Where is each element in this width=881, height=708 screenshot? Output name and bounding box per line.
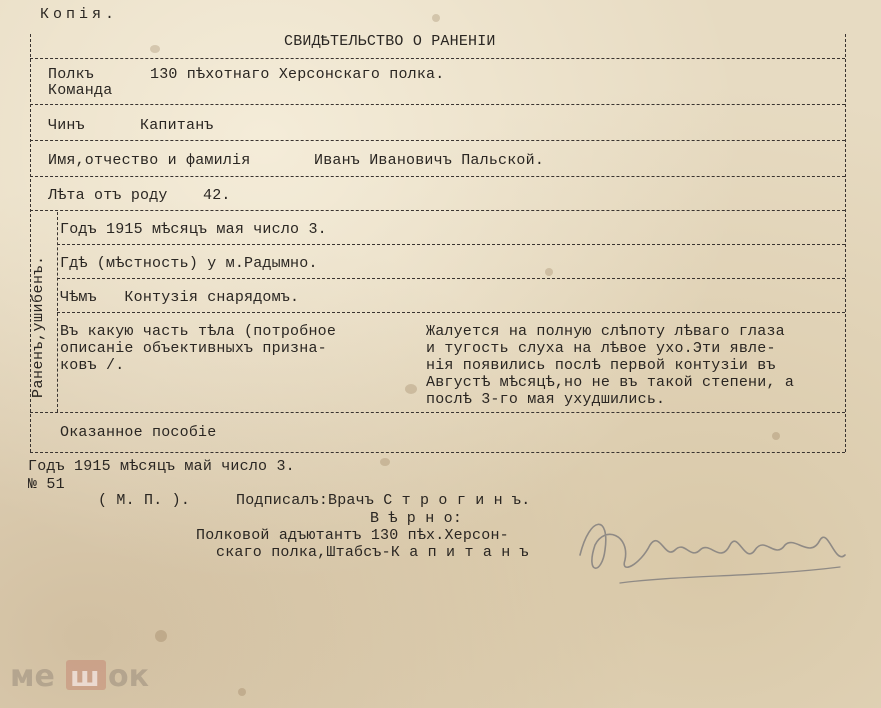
row-divider (57, 312, 845, 313)
body-part-description: Жалуется на полную слѣпоту лѣваго глаза и тугость слуха на лѣвое ухо.Эти явле- нія появились послѣ первой контузіи въ Августѣ мѣсяцѣ,но не въ такой степени, а послѣ 3-го мая ухудшились. (426, 323, 795, 408)
copy-mark: Копія. (40, 6, 119, 23)
seal-mark: ( М. П. ). (98, 492, 191, 509)
row-divider (30, 58, 845, 59)
wound-cause-field: Чѣмъ Контузія снарядомъ. (60, 289, 300, 306)
document-title: СВИДѢТЕЛЬСТВО О РАНЕНІИ (284, 33, 496, 50)
body-part-label: Въ какую часть тѣла (потробное описаніе объективныхъ призна- ковъ /. (60, 323, 337, 374)
svg-text:ме: ме (10, 659, 55, 694)
row-divider (30, 412, 845, 413)
stain (545, 268, 553, 276)
row-divider (57, 244, 845, 245)
wound-place-field: Гдѣ (мѣстность) у м.Радымно. (60, 255, 318, 272)
row-divider (30, 210, 845, 211)
adjutant-line-1: Полковой адъютантъ 130 пѣх.Херсон- (196, 527, 509, 544)
certified-true: В ѣ р н о: (370, 510, 463, 527)
document-number: № 51 (28, 476, 65, 493)
site-watermark-logo (6, 652, 176, 698)
full-name-value: Иванъ Ивановичъ Пальской. (314, 152, 545, 169)
wounded-side-label: Раненъ,ушибенъ. (30, 255, 47, 398)
stain (432, 14, 440, 22)
stain (405, 384, 417, 394)
signed-by: Подписалъ:Врачъ С т р о г и н ъ. (236, 492, 531, 509)
stain (238, 688, 246, 696)
row-divider (57, 278, 845, 279)
wound-date-field: Годъ 1915 мѣсяцъ мая число 3. (60, 221, 327, 238)
adjutant-line-2: скаго полка,Штабсъ-К а п и т а н ъ (216, 544, 529, 561)
stain (380, 458, 390, 466)
regiment-label: Полкъ (48, 66, 95, 83)
full-name-label: Имя,отчество и фамилія (48, 152, 251, 169)
command-label: Команда (48, 82, 113, 99)
rank-label: Чинъ (48, 117, 85, 134)
svg-text:ш: ш (70, 660, 100, 693)
regiment-value: 130 пѣхотнаго Херсонскаго полка. (150, 66, 445, 83)
age-label: Лѣта отъ роду (48, 187, 168, 204)
frame-right-border (845, 34, 846, 452)
stain (772, 432, 780, 440)
stain (150, 45, 160, 53)
rank-value: Капитанъ (140, 117, 214, 134)
row-divider (30, 104, 845, 105)
svg-text:ок: ок (108, 659, 149, 694)
row-divider (30, 176, 845, 177)
handwritten-signature (560, 505, 860, 595)
age-value: 42. (203, 187, 231, 204)
row-divider (30, 140, 845, 141)
row-divider (30, 452, 845, 453)
aid-label: Оказанное пособіе (60, 424, 217, 441)
stain (155, 630, 167, 642)
signature-date: Годъ 1915 мѣсяцъ май число 3. (28, 458, 295, 475)
